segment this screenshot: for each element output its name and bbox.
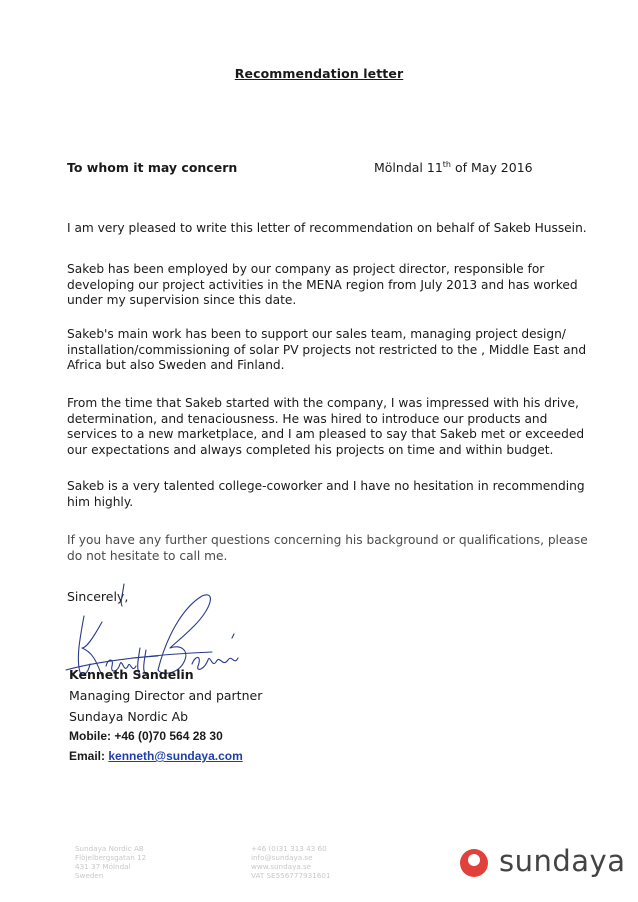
footer-address-line: Sundaya Nordic AB — [75, 844, 144, 853]
greeting: To whom it may concern — [67, 160, 238, 175]
paragraph-contact-offer: If you have any further questions concerning his background or qualifications, please do not hesitate to call me. — [67, 533, 588, 563]
footer-contact-line: +46 (0)31 313 43 60 — [251, 844, 327, 853]
date-suffix: th — [442, 160, 451, 169]
footer-address — [75, 844, 146, 880]
email-line — [69, 749, 243, 763]
footer-contact-line: info@sundaya.se — [251, 853, 313, 862]
letter-title: Recommendation letter — [234, 66, 404, 81]
paragraph-recommendation: Sakeb is a very talented college-coworker and I have no hesitation in recommending him highly. — [67, 479, 585, 509]
paragraph-intro: I am very pleased to write this letter of recommendation on behalf of Sakeb Hussein. — [67, 221, 587, 235]
footer-contact-line: www.sundaya.se — [251, 862, 312, 871]
paragraph-employment: Sakeb has been employed by our company as project director, responsible for developing our project activities in the MENA region from July 2013 and has worked under my supervision since this date. — [67, 262, 578, 307]
closing: Sincerely, — [67, 589, 129, 604]
logo-text: sundaya — [499, 844, 626, 878]
date-rest: of May 2016 — [451, 160, 533, 175]
date-main: Mölndal 11 — [374, 160, 443, 175]
mobile-number: Mobile: +46 (0)70 564 28 30 — [69, 729, 223, 743]
footer-address-line: Sweden — [75, 871, 104, 880]
footer-address-line: Flöjelbergsgatan 12 — [75, 853, 147, 862]
paragraph-main-work: Sakeb's main work has been to support our sales team, managing project design/ installation/commissioning of solar PV projects not restricted to the , Middle East and Africa but also Sweden and Finland. — [67, 327, 587, 372]
signatory-name: Kenneth Sandelin — [69, 667, 194, 682]
letter-date — [374, 160, 533, 175]
footer-contact-line: VAT SE556777931601 — [251, 871, 331, 880]
footer-address-line: 431 37 Mölndal — [75, 862, 131, 871]
email-label: Email: — [69, 749, 109, 763]
email-link[interactable]: kenneth@sundaya.com — [108, 749, 243, 763]
signatory-role: Managing Director and partner — [69, 688, 263, 703]
paragraph-impression: From the time that Sakeb started with the company, I was impressed with his drive, determination, and tenaciousness. He was hired to introduce our products and services to a new marketplace, and I am pleased to say that Sakeb met or exceeded our expectations and always completed his projects on time and within budget. — [67, 396, 585, 457]
sundaya-logo-icon — [457, 846, 493, 882]
footer-contact — [251, 844, 330, 880]
signatory-company: Sundaya Nordic Ab — [69, 709, 189, 724]
